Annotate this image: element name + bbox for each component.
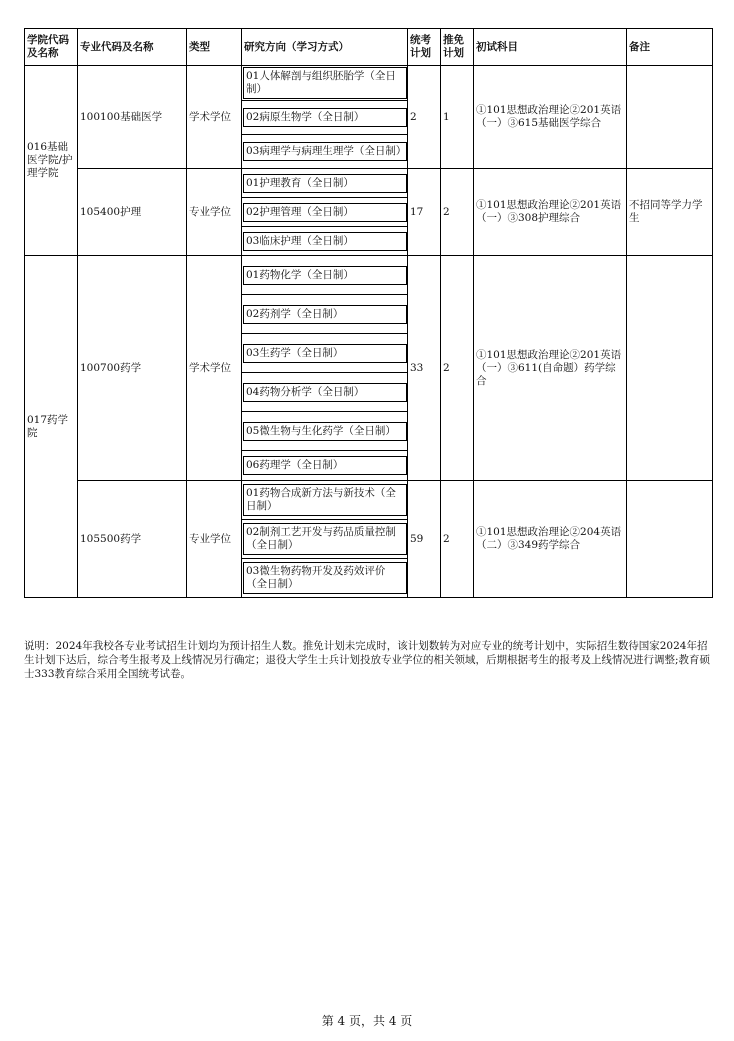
college-cell: 016基础医学院/护理学院 [25, 66, 78, 256]
exam-plan-cell: 2 [408, 66, 441, 169]
major-cell: 105400护理 [78, 169, 187, 256]
direction-cell: 01药物化学（全日制） [243, 266, 407, 285]
direction-cell: 03临床护理（全日制） [243, 232, 407, 251]
header-exam-plan: 统考计划 [408, 29, 441, 66]
subjects-cell: ①101思想政治理论②204英语（二）③349药学综合 [474, 481, 627, 598]
direction-cell: 06药理学（全日制） [243, 456, 407, 475]
direction-cell: 01人体解剖与组织胚胎学（全日制） [243, 67, 407, 99]
remark-cell [627, 481, 713, 598]
table-row [25, 481, 713, 520]
admissions-table [24, 28, 713, 598]
header-exempt-plan: 推免计划 [441, 29, 474, 66]
direction-cell: 02药剂学（全日制） [243, 305, 407, 324]
direction-cell: 03病理学与病理生理学（全日制） [243, 142, 407, 161]
direction-cell: 02护理管理（全日制） [243, 203, 407, 222]
type-cell: 学术学位 [187, 66, 242, 169]
major-cell: 100700药学 [78, 256, 187, 481]
direction-cell: 03生药学（全日制） [243, 344, 407, 363]
major-cell: 100100基础医学 [78, 66, 187, 169]
subjects-cell: ①101思想政治理论②201英语（一）③615基础医学综合 [474, 66, 627, 169]
exempt-plan-cell: 1 [441, 66, 474, 169]
remark-cell: 不招同等学力学生 [627, 169, 713, 256]
exam-plan-cell: 17 [408, 169, 441, 256]
exam-plan-cell: 59 [408, 481, 441, 598]
table-row [25, 169, 713, 198]
subjects-cell: ①101思想政治理论②201英语（一）③611(自命题）药学综合 [474, 256, 627, 481]
type-cell: 专业学位 [187, 481, 242, 598]
header-row [25, 29, 713, 66]
direction-cell: 02病原生物学（全日制） [243, 108, 407, 127]
exempt-plan-cell: 2 [441, 169, 474, 256]
major-cell: 105500药学 [78, 481, 187, 598]
remark-cell [627, 66, 713, 169]
direction-cell: 02制剂工艺开发与药品质量控制（全日制） [243, 523, 407, 555]
type-cell: 学术学位 [187, 256, 242, 481]
subjects-cell: ①101思想政治理论②201英语（一）③308护理综合 [474, 169, 627, 256]
direction-cell: 01药物合成新方法与新技术（全日制） [243, 484, 407, 516]
type-cell: 专业学位 [187, 169, 242, 256]
remark-cell [627, 256, 713, 481]
exempt-plan-cell: 2 [441, 256, 474, 481]
table-row [25, 66, 713, 101]
header-type: 类型 [187, 29, 242, 66]
direction-cell: 05微生物与生化药学（全日制） [243, 422, 407, 441]
header-remarks: 备注 [627, 29, 713, 66]
exam-plan-cell: 33 [408, 256, 441, 481]
direction-cell: 01护理教育（全日制） [243, 174, 407, 193]
header-direction: 研究方向（学习方式） [242, 29, 408, 66]
exempt-plan-cell: 2 [441, 481, 474, 598]
page-footer: 第 4 页，共 4 页 [321, 1014, 413, 1028]
direction-cell: 03微生物药物开发及药效评价（全日制） [243, 562, 407, 594]
header-college: 学院代码及名称 [25, 29, 78, 66]
table-row [25, 256, 713, 295]
header-subjects: 初试科目 [474, 29, 627, 66]
explanatory-note: 说明：2024年我校各专业考试招生计划均为预计招生人数。推免计划未完成时，该计划数转为对应专业的统考计划中，实际招生数待国家2024年招生计划下达后，综合考生报考及上线情况另行确定；退役大学生士兵计划投放专业学位的相关领域，后期根据考生的报考及上线情况进行调整;教育硕士333教育综合采用全国统考试卷。 [24, 640, 711, 680]
header-major: 专业代码及名称 [78, 29, 187, 66]
college-cell: 017药学院 [25, 256, 78, 598]
direction-cell: 04药物分析学（全日制） [243, 383, 407, 402]
